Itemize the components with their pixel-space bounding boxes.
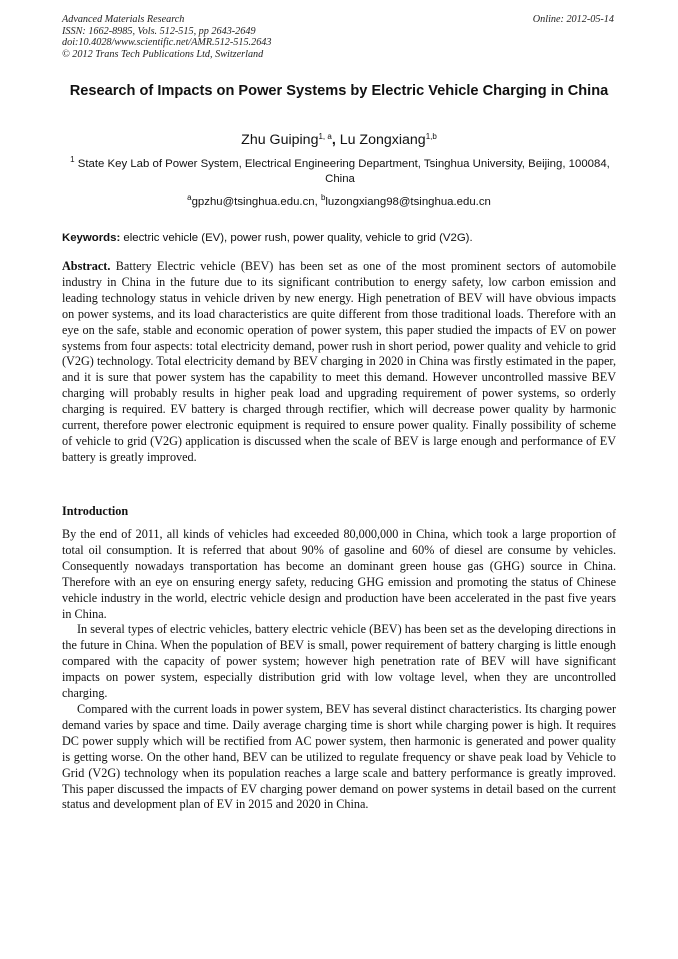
author-line bbox=[62, 131, 616, 149]
copyright-line: © 2012 Trans Tech Publications Ltd, Switzerland bbox=[62, 48, 264, 60]
paper-title: Research of Impacts on Power Systems by Electric Vehicle Charging in China bbox=[69, 83, 609, 99]
email-a[interactable]: gpzhu@tsinghua.edu.cn bbox=[191, 196, 315, 208]
affiliation bbox=[62, 157, 618, 187]
abstract-label: Abstract. bbox=[62, 259, 111, 273]
abstract bbox=[62, 259, 616, 466]
email-separator: , bbox=[314, 196, 321, 208]
email-b[interactable]: luzongxiang98@tsinghua.edu.cn bbox=[325, 196, 491, 208]
email-a-superscript: a bbox=[187, 193, 192, 202]
keywords-text: electric vehicle (EV), power rush, power quality, vehicle to grid (V2G). bbox=[123, 232, 473, 244]
author-1-superscript: 1, a bbox=[318, 132, 332, 141]
email-line bbox=[62, 195, 616, 210]
intro-paragraph-3: Compared with the current loads in power system, BEV has several distinct characteristics. Its charging power demand varies by space and time. Daily average charging time is short while charging power is high. It requires DC power supply which will be rectified from AC power system, then harmonic is generated and power quality is getting worse. On the other hand, BEV can be utilized to regulate frequency or shave peak load by Vehicle to Grid (V2G) technology when its population reaches a large scale and battery performance is greatly improved. This paper discussed the impacts of EV charging power demand on power systems in detail based on the current status and development plan of EV in 2015 and 2020 in China. bbox=[62, 701, 616, 812]
issn-line: ISSN: 1662-8985, Vols. 512-515, pp 2643-2649 bbox=[62, 25, 256, 37]
journal-header bbox=[62, 14, 482, 60]
doi-line[interactable]: doi:10.4028/www.scientific.net/AMR.512-515.2643 bbox=[62, 37, 272, 49]
author-1-name: Zhu Guiping bbox=[241, 132, 319, 148]
section-heading-introduction: Introduction bbox=[62, 504, 129, 518]
keywords bbox=[62, 231, 618, 246]
author-separator: , bbox=[331, 132, 340, 148]
intro-paragraph-1: By the end of 2011, all kinds of vehicles had exceeded 80,000,000 in China, which took a large proportion of total oil consumption. It is referred that about 90% of gasoline and 60% of diesel are consume by vehicles. Consequently nowadays transportation has become an dominant green house gas (GHG) source in China. Therefore with an eye on ensuring energy safety, reducing GHG emission and promoting the status of Chinese vehicle industry in the world, electric vehicle design and production have been accelerated in the past five years in China. bbox=[62, 527, 616, 621]
online-date: Online: 2012-05-14 bbox=[532, 14, 614, 25]
journal-name: Advanced Materials Research bbox=[62, 14, 185, 25]
keywords-label: Keywords: bbox=[62, 232, 121, 244]
email-b-superscript: b bbox=[320, 193, 326, 202]
intro-paragraph-2: In several types of electric vehicles, battery electric vehicle (BEV) has been set as the developing directions in the future in China. When the population of BEV is small, power requirement of battery charging is little enough compared with the capacity of power system; however high penetration rate of BEV will have significant impacts on power system, especially distribution grid with low voltage level, when they are uncontrolled charging. bbox=[62, 622, 616, 701]
author-2-name: Lu Zongxiang bbox=[339, 132, 426, 148]
author-2-superscript: 1,b bbox=[425, 132, 437, 141]
abstract-text: Battery Electric vehicle (BEV) has been set as one of the most prominent sectors of automobile industry in China in the future due to its significant contribution to energy safety, low carbon emission and leading technology status in vehicle driven by new energy. High penetration of BEV will have obvious impacts on power systems, and its load characteristics are quite different from those traditional loads. Therefore with an eye on the safe, stable and economic operation of power system, this paper studied the impacts of EV on power systems from four aspects: total electricity demand, power rush in short period, power quality and vehicle to grid (V2G) technology. Total electricity demand by BEV charging in 2020 in China was firstly estimated in the paper, and it is sure that power system has the capability to meet this demand. However uncontrolled massive BEV charging will probably results in higher peak load and upgrading requirement of power systems, so orderly charging is required. EV battery is charged through rectifier, which will decrease power quality by harmonic current, therefore power electronic equipment is required to ensure power quality. Finally possibility of scheme of vehicle to grid (V2G) application is discussed when the scale of BEV is large enough and performance of EV battery is greatly improved. bbox=[62, 259, 616, 464]
introduction-body bbox=[62, 527, 616, 813]
affiliation-superscript: 1 bbox=[70, 155, 75, 164]
affiliation-text: State Key Lab of Power System, Electrical Engineering Department, Tsinghua University, Beijing, 100084, China bbox=[77, 158, 610, 185]
